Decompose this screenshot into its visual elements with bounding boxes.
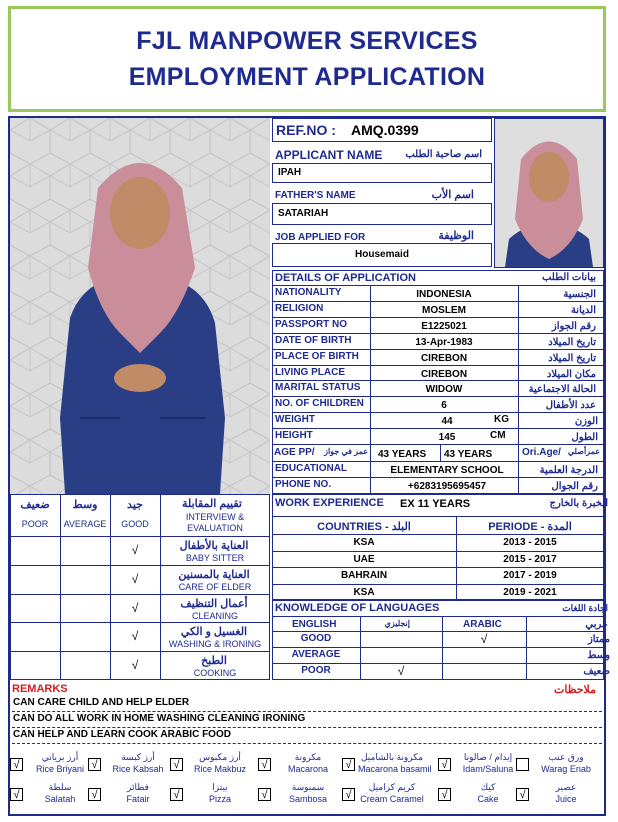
remarks-title: REMARKS <box>12 683 68 695</box>
phone-value: +6283195695457 <box>407 481 487 492</box>
age-pp-value: 43 YEARS <box>378 449 427 460</box>
food-checkbox[interactable] <box>516 758 529 771</box>
detail-label-ar: رقم الجواز <box>551 320 596 332</box>
countries-header: COUNTRIES - البلد <box>317 521 411 533</box>
education-label: EDUCATIONAL <box>275 463 348 474</box>
remark-line: CAN DO ALL WORK IN HOME WASHING CLEANING IRONING <box>13 713 306 724</box>
detail-label-ar: تاريخ الميلاد <box>548 352 596 364</box>
experience-period: 2013 - 2015 <box>503 537 557 548</box>
detail-value: CIREBON <box>420 368 468 380</box>
food-name-ar: أرز مكبوس <box>199 752 241 762</box>
job-block <box>272 227 492 269</box>
detail-label: DATE OF BIRTH <box>275 334 352 346</box>
details-title: DETAILS OF APPLICATION <box>275 272 416 284</box>
row-divider <box>272 631 604 632</box>
food-name-ar: سلطة <box>48 782 72 792</box>
language-level-ar: ضعيف <box>583 666 610 677</box>
food-name: Fatair <box>126 794 150 804</box>
evaluation-skill-ar: الغسيل و الكي <box>180 626 248 639</box>
evaluation-mark: √ <box>131 600 139 615</box>
job-label-ar: الوظيفة <box>438 230 474 242</box>
food-name-ar: ورق عنب <box>548 752 584 762</box>
phone-row <box>272 478 604 494</box>
detail-label: RELIGION <box>275 302 324 314</box>
row-divider <box>272 380 604 381</box>
food-checkbox[interactable]: √ <box>88 758 101 771</box>
evaluation-skill-ar: العناية بالمسنين <box>178 568 250 581</box>
remark-underline <box>12 727 602 728</box>
experience-country: UAE <box>353 553 375 565</box>
detail-value: 6 <box>441 400 447 412</box>
detail-label: MARITAL STATUS <box>275 382 361 394</box>
food-name-ar: فطائر <box>127 782 149 792</box>
evaluation-title-ar: تقييم المقابلة <box>182 498 242 510</box>
food-checkbox[interactable]: √ <box>438 758 451 771</box>
english-header: ENGLISH <box>292 619 337 630</box>
evaluation-header-en: POOR <box>21 519 49 529</box>
row-divider <box>272 647 604 648</box>
ref-no-label: REF.NO : <box>276 122 336 138</box>
remarks-title-ar: ملاحظات <box>554 684 596 696</box>
form-title: EMPLOYMENT APPLICATION <box>128 63 486 91</box>
detail-label-ar: مكان الميلاد <box>546 368 596 380</box>
food-name-ar: مكرونة بالشاميل <box>360 752 424 762</box>
father-name-block <box>272 187 492 227</box>
food-name: Sambosa <box>288 794 328 804</box>
experience-period: 2019 - 2021 <box>503 586 557 598</box>
food-name-ar: مكرونة <box>294 752 322 762</box>
detail-value: MOSLEM <box>422 304 466 316</box>
height-value: 145 <box>438 432 456 443</box>
row-divider <box>272 365 604 366</box>
food-checkbox[interactable]: √ <box>258 758 271 771</box>
detail-value: CIREBON <box>420 352 468 364</box>
food-checkbox[interactable]: √ <box>10 758 23 771</box>
english-mark: √ <box>397 664 405 678</box>
evaluation-mark: √ <box>131 543 139 557</box>
languages-title: KNOWLEDGE OF LANGUAGES <box>275 602 440 614</box>
evaluation-skill-en: COOKING <box>193 668 237 679</box>
remark-line: CAN HELP AND LEARN COOK ARABIC FOOD <box>13 729 231 740</box>
evaluation-header-ar: جيد <box>127 499 143 511</box>
remark-underline <box>12 711 602 712</box>
evaluation-skill-en: BABY SITTER <box>185 553 245 563</box>
ori-age-label-ar: عمرأصلي <box>567 447 600 456</box>
food-name: Rice Briyani <box>35 764 84 774</box>
age-row <box>272 445 604 461</box>
evaluation-skill-en: CLEANING <box>191 610 238 621</box>
job-label: JOB APPLIED FOR <box>275 232 366 243</box>
weight-label-ar: الوزن <box>574 416 598 427</box>
language-level-ar: ممتاز <box>587 634 610 645</box>
food-checkbox[interactable]: √ <box>258 788 271 801</box>
detail-value: E1225021 <box>421 320 467 332</box>
remark-underline <box>12 743 602 744</box>
job-value: Housemaid <box>355 249 409 260</box>
education-label-ar: الدرجة العلمية <box>539 465 598 476</box>
food-checkbox[interactable]: √ <box>170 758 183 771</box>
applicant-name-label: APPLICANT NAME <box>275 148 383 162</box>
evaluation-header-ar: وسط <box>72 499 98 511</box>
phone-label-ar: رقم الجوال <box>551 481 598 492</box>
food-checkbox[interactable]: √ <box>342 758 355 771</box>
father-name-label: FATHER'S NAME <box>275 190 356 201</box>
food-name: Macarona <box>287 764 329 774</box>
food-name: Rice Makbuz <box>193 764 247 774</box>
details-title-ar: بيانات الطلب <box>541 272 596 283</box>
food-name: Cake <box>477 794 499 804</box>
height-row <box>272 429 604 445</box>
evaluation-mark: √ <box>131 658 139 673</box>
evaluation-skill-en: CARE OF ELDER <box>178 581 252 592</box>
experience-period: 2017 - 2019 <box>503 570 557 581</box>
row-divider <box>272 551 604 552</box>
work-experience-value: EX 11 YEARS <box>400 498 471 510</box>
weight-row <box>272 412 604 428</box>
detail-value: WIDOW <box>425 384 463 396</box>
weight-value: 44 <box>441 416 453 427</box>
work-experience-label-ar: الخبرة بالخارج <box>549 498 608 509</box>
row-divider <box>272 396 604 397</box>
food-name: Salatah <box>44 794 76 804</box>
evaluation-header-en: GOOD <box>121 519 149 529</box>
detail-label-ar: عدد الأطفال <box>545 400 596 412</box>
evaluation-mark: √ <box>131 629 139 644</box>
language-level: GOOD <box>300 633 332 644</box>
detail-label: LIVING PLACE <box>275 366 346 378</box>
applicant-name-value: IPAH <box>278 167 302 178</box>
food-checkbox[interactable]: √ <box>438 788 451 801</box>
full-body-photo <box>10 118 270 494</box>
row-divider <box>272 349 604 350</box>
food-name-ar: أرز برياني <box>41 752 79 762</box>
evaluation-title-en2: EVALUATION <box>187 523 243 533</box>
father-name-value: SATARIAH <box>278 208 329 219</box>
food-name: Juice <box>555 794 577 804</box>
food-checkbox[interactable]: √ <box>342 788 355 801</box>
food-name: Rice Kabsah <box>112 764 164 774</box>
arabic-header-ar: عربي <box>585 619 608 630</box>
evaluation-skill-ar: العناية بالأطفال <box>179 540 249 552</box>
food-name-ar: بيتزا <box>212 782 228 792</box>
weight-label: WEIGHT <box>275 414 315 425</box>
education-value: ELEMENTARY SCHOOL <box>390 465 504 476</box>
evaluation-mark: √ <box>131 571 139 586</box>
experience-country: KSA <box>353 537 375 548</box>
portrait-photo <box>494 118 604 268</box>
language-level: POOR <box>301 665 331 676</box>
experience-country: KSA <box>353 586 375 598</box>
english-header-ar: إنجليزي <box>384 619 410 628</box>
food-name-ar: إيدام / صالونا <box>463 752 513 762</box>
food-name: Pizza <box>208 794 231 804</box>
evaluation-header-ar: ضعيف <box>20 499 50 511</box>
evaluation-skill-ar: الطبخ <box>201 655 227 668</box>
weight-unit: KG <box>494 414 509 425</box>
height-label-ar: الطول <box>571 432 598 443</box>
food-checkbox[interactable]: √ <box>516 788 529 801</box>
detail-label: NO. OF CHILDREN <box>275 398 364 410</box>
detail-label: PASSPORT NO <box>275 318 348 330</box>
evaluation-skill-ar: أعمال التنظيف <box>180 597 248 610</box>
detail-label-ar: الحالة الاجتماعية <box>528 384 596 396</box>
height-unit: CM <box>490 430 506 441</box>
age-label: AGE PP/ <box>274 447 315 458</box>
periode-header: PERIODE - المدة <box>488 521 572 533</box>
phone-label: PHONE NO. <box>275 479 332 490</box>
food-name: Idam/Saluna <box>462 764 514 774</box>
education-row <box>272 462 604 478</box>
company-name: FJL MANPOWER SERVICES <box>136 27 478 55</box>
row-divider <box>272 333 604 334</box>
row-divider <box>10 651 270 652</box>
applicant-name-block <box>272 143 492 187</box>
evaluation-skill-en: WASHING & IRONING <box>168 639 262 650</box>
food-checkbox[interactable]: √ <box>170 788 183 801</box>
experience-period: 2015 - 2017 <box>503 553 557 565</box>
detail-value: 13-Apr-1983 <box>415 336 473 348</box>
languages-title-ar: اجادة اللغات <box>562 603 608 613</box>
ori-age-label: Ori.Age/ <box>522 447 561 458</box>
row-divider <box>272 301 604 302</box>
detail-value: INDONESIA <box>416 289 472 300</box>
arabic-header: ARABIC <box>463 619 502 630</box>
row-divider <box>10 622 270 623</box>
height-label: HEIGHT <box>275 430 313 441</box>
food-name-ar: كيك <box>480 782 496 792</box>
food-name-ar: أرز كبسة <box>121 752 155 762</box>
language-level: AVERAGE <box>291 649 341 660</box>
food-name-ar: عصير <box>555 782 577 792</box>
row-divider <box>272 567 604 568</box>
detail-label-ar: الجنسية <box>563 289 596 300</box>
header-banner <box>8 6 606 112</box>
language-level-ar: وسط <box>587 650 610 661</box>
detail-label: PLACE OF BIRTH <box>275 350 359 362</box>
father-name-label-ar: اسم الأب <box>431 189 474 201</box>
applicant-name-label-ar: اسم صاحبة الطلب <box>405 149 482 160</box>
detail-label-ar: الديانة <box>570 304 596 316</box>
age-label-ar: عمر في جواز <box>324 447 368 456</box>
arabic-mark: √ <box>480 632 488 646</box>
age-original-value: 43 YEARS <box>444 449 493 460</box>
row-divider <box>10 565 270 566</box>
food-name-ar: سمبوسة <box>291 782 325 792</box>
ref-no-box <box>272 118 492 142</box>
food-name: Macarona basamil <box>358 764 432 774</box>
food-name: Cream Caramel <box>360 794 424 804</box>
detail-label-ar: تاريخ الميلاد <box>548 336 596 348</box>
experience-country: BAHRAIN <box>340 570 388 581</box>
work-experience-label: WORK EXPERIENCE <box>275 497 384 509</box>
row-divider <box>272 584 604 585</box>
evaluation-title-en1: INTERVIEW & <box>185 512 245 522</box>
detail-label: NATIONALITY <box>275 287 342 298</box>
evaluation-header-en: AVERAGE <box>63 519 107 529</box>
ref-no-value: AMQ.0399 <box>351 122 419 138</box>
remark-line: CAN CARE CHILD AND HELP ELDER <box>13 697 190 708</box>
food-name: Warag Enab <box>541 764 591 774</box>
food-name-ar: كريم كراميل <box>368 782 416 792</box>
food-checkbox[interactable]: √ <box>10 788 23 801</box>
food-checkbox[interactable]: √ <box>88 788 101 801</box>
row-divider <box>10 594 270 595</box>
row-divider <box>272 317 604 318</box>
